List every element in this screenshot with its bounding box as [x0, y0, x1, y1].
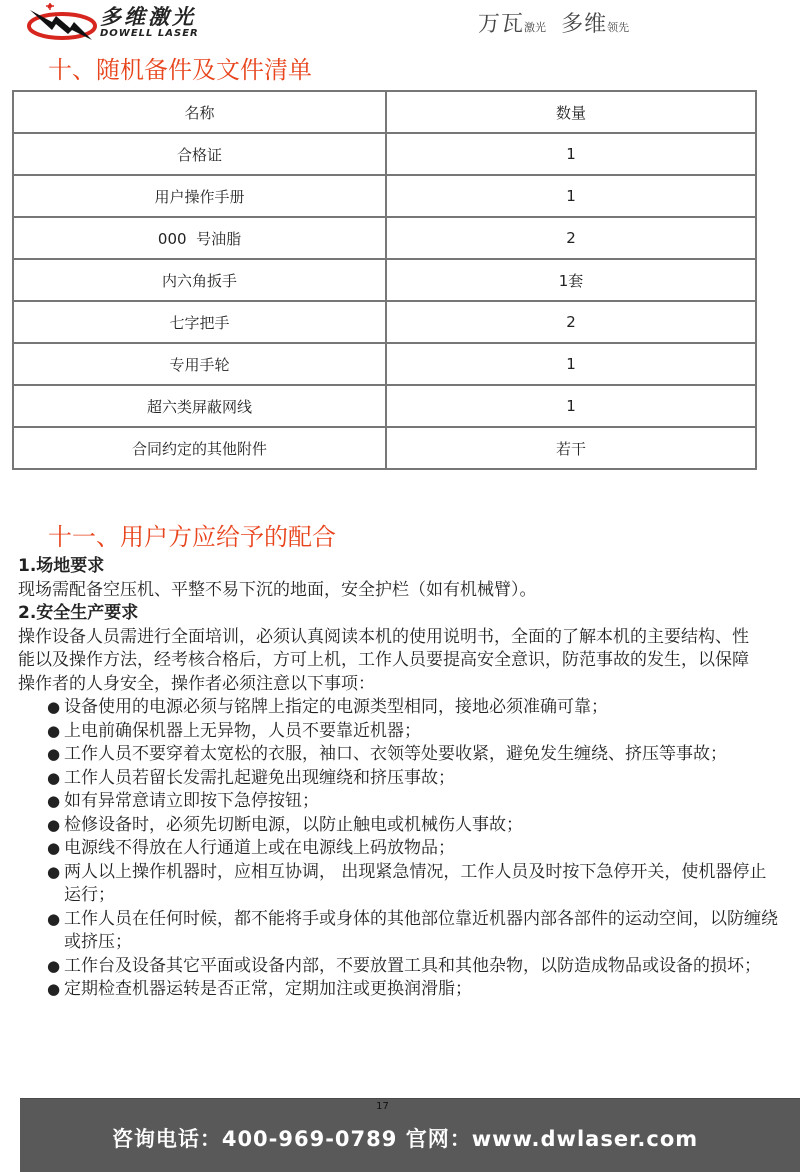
item-quantity: 1 — [386, 133, 756, 175]
slogan-small-2: 领先 — [607, 21, 630, 34]
safety-list-item-text: 如有异常意请立即按下急停按钮； — [64, 791, 319, 811]
item-name: 用户操作手册 — [13, 175, 386, 217]
safety-list-item — [18, 814, 780, 838]
parts-table — [12, 90, 757, 470]
safety-list-item — [18, 837, 780, 861]
item-name: 内六角扳手 — [13, 259, 386, 301]
safety-list-item — [18, 743, 780, 767]
section-11-body — [18, 555, 778, 1002]
bullet-icon: ● — [47, 792, 61, 810]
brand-name — [100, 6, 199, 40]
item-quantity: 1 — [386, 343, 756, 385]
bullet-icon: ● — [47, 956, 61, 975]
item-name: 专用手轮 — [13, 343, 386, 385]
safety-list-item — [18, 955, 780, 979]
bullet-icon: ● — [47, 721, 61, 740]
safety-list-item — [18, 978, 780, 1002]
item-quantity: 若干 — [386, 427, 756, 469]
safety-list — [18, 696, 778, 1002]
table-row — [13, 133, 756, 175]
site-requirements-text: 现场需配备空压机、平整不易下沉的地面，安全护栏（如有机械臂）。 — [18, 579, 537, 600]
safety-list-item — [18, 908, 780, 955]
safety-list-item-text: 工作台及设备其它平面或设备内部，不要放置工具和其他杂物，以防造成物品或设备的损坏； — [64, 955, 761, 976]
section-11-title: 十一、用户方应给予的配合 — [48, 523, 336, 551]
table-row — [13, 343, 756, 385]
bullet-icon: ● — [47, 745, 61, 763]
safety-list-item — [18, 861, 780, 908]
dowell-laser-logo-icon — [22, 2, 102, 42]
bullet-icon: ● — [47, 698, 61, 716]
table-row — [13, 259, 756, 301]
item-name: 合格证 — [13, 133, 386, 175]
brand-name-en: DOWELL LASER — [100, 28, 199, 39]
brand-name-cn: 多维激光 — [100, 5, 196, 29]
item-name: 000 号油脂 — [13, 217, 386, 259]
page-header — [0, 0, 800, 50]
item-quantity: 2 — [386, 217, 756, 259]
safety-list-item-text: 检修设备时，必须先切断电源，以防止触电或机械伤人事故； — [64, 814, 523, 835]
contact-info: 咨询电话：400-969-0789 官网：www.dwlaser.com — [111, 1127, 699, 1151]
bullet-icon: ● — [47, 862, 61, 881]
table-header-row — [13, 91, 756, 133]
bullet-icon: ● — [47, 909, 61, 928]
safety-list-item-text: 工作人员不要穿着太宽松的衣服，袖口、衣领等处要收紧，避免发生缠绕、挤压等事故； — [64, 744, 727, 764]
safety-list-item-text: 上电前确保机器上无异物，人员不要靠近机器； — [64, 720, 421, 741]
item-quantity: 1 — [386, 175, 756, 217]
bullet-icon: ● — [47, 839, 61, 857]
slogan — [478, 7, 639, 38]
safety-intro-text: 操作设备人员需进行全面培训，必须认真阅读本机的使用说明书，全面的了解本机的主要结构、性能以及操作方法，经考核合格后，方可上机，工作人员要提高安全意识，防范事故的发生，以保障操作者的人身安全，操作者必须注意以下事项： — [18, 626, 749, 694]
safety-list-item-text: 工作人员若留长发需扎起避免出现缠绕和挤压事故； — [64, 767, 455, 788]
safety-list-item-text: 电源线不得放在人行通道上或在电源线上码放物品； — [64, 838, 455, 858]
site-requirements-heading: 1.场地要求 — [18, 556, 105, 576]
table-row — [13, 175, 756, 217]
safety-requirements-heading: 2.安全生产要求 — [18, 603, 139, 623]
section-10-title: 十、随机备件及文件清单 — [48, 56, 312, 84]
item-name: 七字把手 — [13, 301, 386, 343]
safety-list-item — [18, 696, 780, 720]
item-quantity: 1 — [386, 385, 756, 427]
table-row — [13, 427, 756, 469]
slogan-big-2: 多维 — [561, 12, 608, 37]
table-row — [13, 301, 756, 343]
safety-list-item-text: 工作人员在任何时候，都不能将手或身体的其他部位靠近机器内部各部件的运动空间，以防缠绕或挤压； — [64, 908, 778, 952]
safety-list-item-text: 两人以上操作机器时，应相互协调， 出现紧急情况，工作人员及时按下急停开关，使机器停止运行； — [64, 861, 767, 905]
slogan-small-1: 激光 — [524, 21, 547, 34]
table-row — [13, 217, 756, 259]
item-name: 超六类屏蔽网线 — [13, 385, 386, 427]
safety-list-item — [18, 720, 780, 744]
bullet-icon: ● — [47, 768, 61, 787]
page-number: 17 — [376, 1101, 389, 1112]
table-row — [13, 385, 756, 427]
safety-list-item — [18, 790, 780, 814]
item-quantity: 1套 — [386, 259, 756, 301]
safety-list-item — [18, 767, 780, 791]
safety-list-item-text: 定期检查机器运转是否正常，定期加注或更换润滑脂； — [64, 979, 472, 999]
safety-list-item-text: 设备使用的电源必须与铭牌上指定的电源类型相同，接地必须准确可靠； — [64, 697, 608, 717]
page-footer — [20, 1098, 800, 1172]
item-name: 合同约定的其他附件 — [13, 427, 386, 469]
bullet-icon: ● — [47, 815, 61, 834]
header-name: 名称 — [13, 91, 386, 133]
slogan-big-1: 万瓦 — [478, 12, 525, 37]
bullet-icon: ● — [47, 980, 61, 998]
header-quantity: 数量 — [386, 91, 756, 133]
item-quantity: 2 — [386, 301, 756, 343]
